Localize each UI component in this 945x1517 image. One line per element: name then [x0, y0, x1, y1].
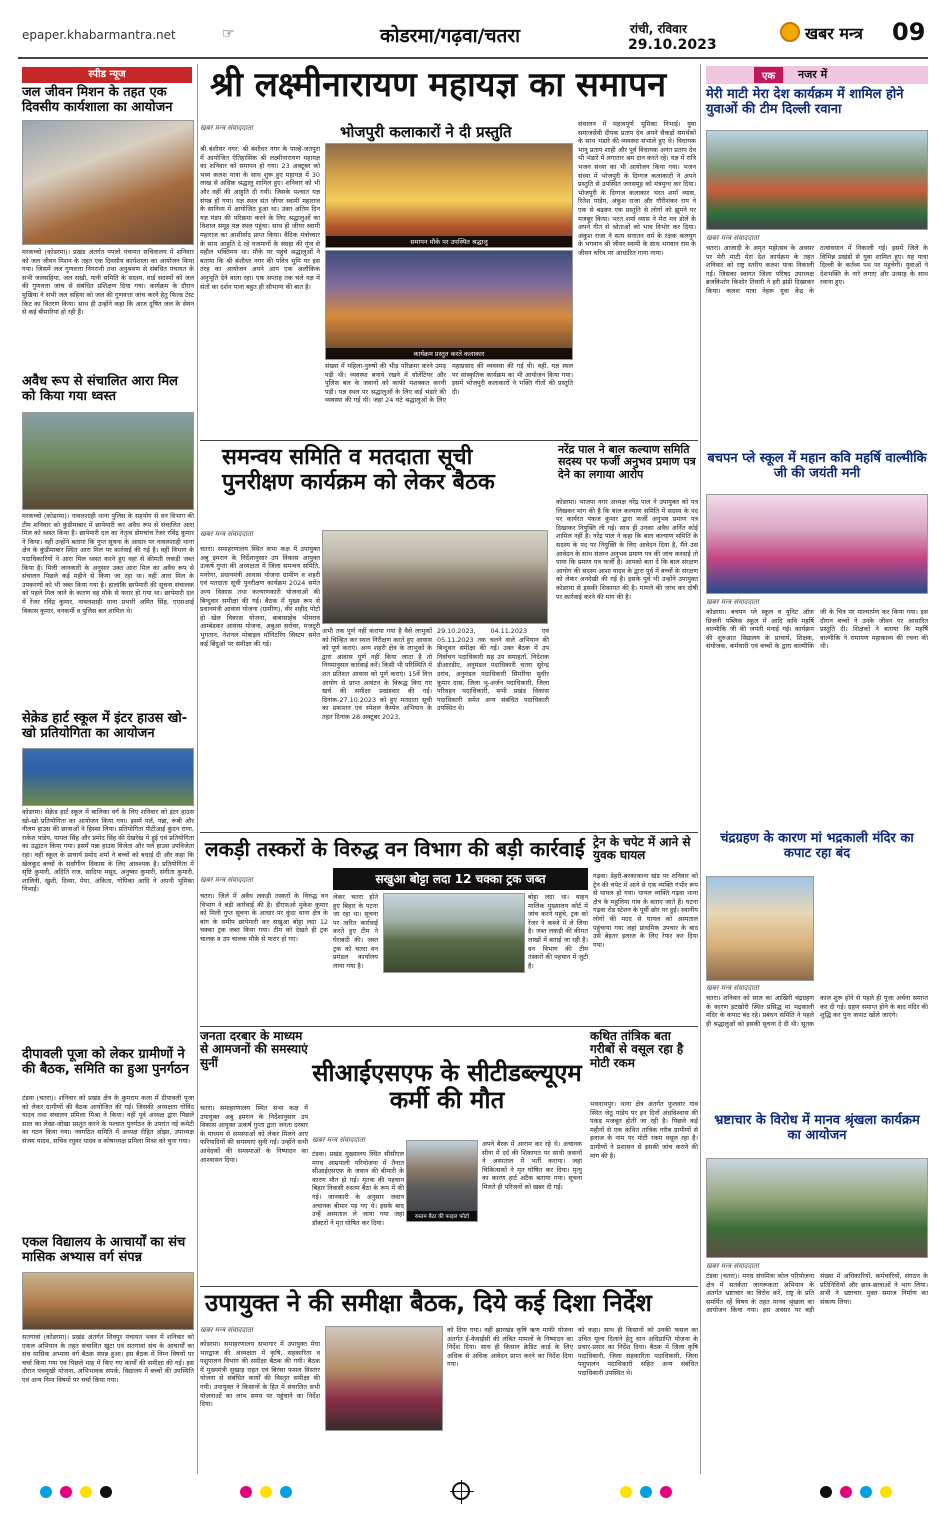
- column-divider: [700, 64, 701, 1474]
- brief-byline: खबर मन्त्र संवाददाता: [706, 598, 759, 606]
- rail-headline[interactable]: ट्रेन के चपेट में आने से युवक घायल: [593, 835, 691, 863]
- cisf-body: टंडवा। प्रखंड मुख्यालय स्थित सीसीएल मगध आम्रपाली परियोजना में तैनात सीआईएसएफ के जवान की बीमारी के कारण मौत हो गई। मृतक की पहचान बिहार निवासी रुस्तम बैठा के रूप में की गई। जानकारी के अनुसार जवान अचानक बीमार पड़ गए थे। इसके बाद उन्हें अस्पताल ले जाया गया जहां डॉक्टरों ने मृत घोषित कर दिया।: [312, 1150, 404, 1227]
- registration-dot: [80, 1486, 92, 1498]
- city-day: रांची, रविवार: [630, 22, 687, 36]
- brief-photo: [706, 494, 928, 594]
- registration-dot: [280, 1486, 292, 1498]
- ek-nazar-tag: [706, 66, 928, 84]
- section-title: कोडरमा/गढ़वा/चतरा: [380, 25, 521, 47]
- registration-dot: [820, 1486, 832, 1498]
- section-divider: [200, 1026, 698, 1027]
- column-divider: [197, 64, 198, 1474]
- story-body: मरकच्चो (कोडरमा)। प्रखंड अंतर्गत पपलो पंचायत सचिवालय में शनिवार को जल जीवन मिशन के तहत एक दिवसीय कार्यशाला का आयोजन किया गया। जिसमें जल गुणवत्ता निगरानी तथा अनुश्रवण से संबंधित पंचायत के सभी जलसहिया, जल सखी, पानी समिति के सदस्य, वार्ड सदस्यों को जल की गुणवत्ता जांच से संबंधित प्रशिक्षण दिया गया। कार्यक्रम के दौरान मुखिया ने सभी जल सहिया को जल की गुणवत्ता जांच करने हेतु फिल्ड टेस्ट किट का वितरण किया। साथ ही उन्होंने कहा कि आज दूषित जल के सेवन से कई बीमारियां हो रही हैं।: [22, 248, 194, 317]
- brand-name: खबर मन्त्र: [805, 24, 863, 43]
- brief-body: चतरा। आजादी के अमृत महोत्सव के अवसर पर मेरी माटी मेरा देश कार्यक्रम के तहत शनिवार को राष्ट्र स्तरीय कलश यात्रा निकाली गई। जिसका स्वागत जिला परिषद उपाध्यक्ष ब्रजकिशोर किशोर तिवारी ने हरी झंडी दिखाकर किया। कलश यात्रा नेहरू युवा केंद्र के तत्वावधान में निकाली गई। इसमें जिले के विभिन्न प्रखंडों से युवा शामिल हुए। यह यात्रा दिल्ली के कर्तव्य पथ पर पहुंचेगी। युवाओं ने देशभक्ति के नारे लगाए और उत्साह के साथ रवाना हुए।: [706, 244, 928, 295]
- page-number: 09: [892, 18, 926, 46]
- story-body: टंडवा (चतरा)। शनिवार को प्रखंड क्षेत्र के कुमराम कला में दीपावली पूजा को लेकर ग्रामीणों की बैठक आयोजित की गई। जिसकी अध्यक्षता गोविंद यादव तथा संचालन प्रमिला मिश्रा ने किया। वहीं पूर्व अध्यक्ष द्वारा पिछले साल का लेखा-जोखा प्रस्तुत करने के पश्चात पुनर्गठन के उपरांत नई कमेटी का गठन किया गया। नवगठित समिति में अध्यक्ष रोहित ओझा, उपाध्यक्ष संजय यादव, सचिव रघुवर यादव व कोषाध्यक्ष प्रमिला मिश्रा को चुना गया।: [22, 1094, 194, 1145]
- story-headline[interactable]: सेक्रेड हार्ट स्कूल में इंटर हाउस खो-खो प्रतियोगिता का आयोजन: [22, 711, 188, 741]
- meeting-headline[interactable]: समन्वय समिति व मतदाता सूची पुनरीक्षण कार्यक्रम को लेकर बैठक: [222, 445, 495, 495]
- story-body: सतगावां (कोडरमा)। प्रखंड अंतर्गत शिवपुर पंचायत भवन में शनिवार को एकल अभियान के तहत संचालित खुटा एवं सतगावां संच के आचार्यों का संच मासिक अभ्यास वर्ग बैठक संपन्न हुआ। इस बैठक में निम्न विषयों पर चर्चा किया गया एवं पिछले माह में किए गए कार्यों की समीक्षा की गई। इस दौरान पंचमुखी योजना, अभिभावक संपर्क, विद्यालय में बच्चों की उपस्थिति एवं अन्य निम्न विषयों पर चर्चा किया गया।: [22, 1333, 194, 1384]
- lead-body: श्री बंशीधर नगर: श्री बंशीधर नगर के पाल्हे-जतपुरा में आयोजित ऐतिहासिक श्री लक्ष्मीनारायण महायज्ञ का शनिवार को समापन हो गया। 23 अक्टूबर को भव्य कलश यात्रा के साथ शुरू हुए महायज्ञ में 30 लाख से अधिक श्रद्धालु शामिल हुए। शनिवार को भी और वहीं की आहुति दी गयी। जिसके पश्चात यज्ञ संपन्न हो गया। यज्ञ स्थल संत जीयर स्वामी महाराज के सानिध्य में आयोजित हुआ था। उक्त अंतिम दिन यज्ञ मंडप की परिक्रमा करने के लिए श्रद्धालुओं का विशाल समूह यज्ञ स्थल पहुंचा। साथ ही जीयर स्वामी महाराज का आशीर्वाद प्राप्त किया। वैदिक मंत्रोच्चार के साथ आहुति दे रहे यजमानों के स्वाहा की गूंज से महौल भक्तिमय था। मौके पर पहुंचे श्रद्धालुओं ने बताया कि श्री बंशीधर नगर की पवित्र भूमि पर इस तरह का आयोजन अपने आप एक अलौकिक अनुभूति देने वाला रहा। एक सप्ताह तक चले यज्ञ में संतों का दर्शन पाना बहुत ही सौभाग्य की बात है।: [200, 145, 320, 291]
- cisf-byline: खबर मन्त्र संवाददाता: [312, 1136, 365, 1144]
- brief-body: कोडरमा। बचपन प्ले स्कूल व यूनिट ऑफ प्रिजनी पब्लिक स्कूल में आदि कवि महर्षि वाल्मीकि जी की जयंती मनाई गई। कार्यक्रम की शुरुआत विद्यालय के प्राचार्य, शिक्षक, संयोजक, कर्मचारी एवं बच्चों के द्वारा वाल्मीकि जी के चित्र पर माल्यार्पण कर किया गया। इस दौरान बच्चों ने उनके जीवन पर आधारित प्रस्तुति दी। शिक्षकों ने बताया कि महर्षि वाल्मीकि ने रामायण महाकाव्य की रचना की थी।: [706, 608, 928, 651]
- cwc-headline[interactable]: नरेंद्र पाल ने बाल कल्याण समिति सदस्य पर फर्जी अनुभव प्रमाण पत्र देने का लगाया आरोप: [558, 443, 696, 481]
- ek-label: एक: [754, 67, 783, 83]
- brief-headline[interactable]: चंद्रग्रहण के कारण मां भद्रकाली मंदिर का कपाट रहा बंद: [720, 831, 914, 861]
- rail-body: गढ़वा। डेहरी-बरकाकाना खंड पर शनिवार को ट्रेन की चपेट में आने से एक व्यक्ति गंभीर रूप से घायल हो गया। घायल व्यक्ति गढ़वा थाना क्षेत्र के महुलिया गांव के बताए जाते हैं। घटना गढ़वा रोड स्टेशन के पूर्वी छोर पर हुई। स्थानीय लोगों की मदद से घायल को अस्पताल पहुंचाया गया जहां प्राथमिक उपचार के बाद उसे बेहतर इलाज के लिए रेफर कर दिया गया।: [593, 872, 698, 949]
- story-body: मरकच्चो (कोडरमा)। नावलशाही थाना पुलिस के सहयोग से वन विभाग की टीम शनिवार को कुंडीमाबार में छापेमारी कर अवैध रूप से संचालित आरा मिल को ध्वस्त किया है। छापेमारी दल का नेतृत्व डोमचांच रेंजर रविंद्र कुमार ने किया। वहीं उन्होंने बताया कि गुप्त सूचना के आधार पर नावलशाही थाना क्षेत्र के कुंडीमाबार स्थित आरा मिल पर कार्रवाई की गई है। वहीं विभाग के पदाधिकारियों ने आरा मिल ध्वस्त करने हुए वहां से कीमती लकड़ी जब्त किया है। मिली जानकारी के अनुसार उक्त आरा मिल का अवैध रूप से संचालन पिछले कई महीने से किया जा रहा था। वहीं आरा मिल के उपकरणों को भी जब्त किया गया है। हालांकि छापेमारी की सूचना संचालक को पहले मिल जाने के कारण वह मौके से फरार हो गया था। छापेमारी दल में रेंजर रविंद्र कुमार, नावलशाही थाना प्रभारी अमित सिंह, एएसआई विकास कुमार, वनकर्मी व पुलिस बल शामिल थे।: [22, 512, 194, 615]
- crosshair-icon: [452, 1482, 470, 1500]
- story-headline[interactable]: एकल विद्यालय के आचार्यों का संच मासिक अभ्यास वर्ग संपन्न: [22, 1235, 186, 1265]
- story-photo: [22, 120, 194, 245]
- timber-headline[interactable]: लकड़ी तस्करों के विरुद्ध वन विभाग की बड़ी कार्रवाई: [205, 837, 585, 861]
- issue-date: 29.10.2023: [628, 37, 717, 53]
- lead-body: संचालन में महत्वपूर्ण भूमिका निभाई। युवा समाजसेवी दीपक प्रताप देव अपने सैकड़ों समर्थकों के साथ भंडारे की व्यवस्था संभाले हुए थे। विधायक भानु प्रताप शाही और पूर्व विधायक अनंत प्रताप देव भी भंडारे में लगातार श्रम दान करते रहे। यज्ञ में रात्रि भजन संध्या का भी आयोजन किया गया। भजन संध्या में भोजपुरी के दिग्गज कलाकारों ने अपने प्रस्तुति से उपस्थित जनसमूह को मंत्रमुग्ध कर दिया। भोजपुरी के दिग्गज कलाकार भरत शर्मा व्यास, रितेश पांडेय, अंकुश राजा और गौरीशंकर राय ने एक से बढ़कर एक प्रस्तुति से लोगों को झूमने पर मजबूर किया। भरत शर्मा व्यास ने मेरा मन डोले के अपने गीत से श्रोताओं को भाव विभोर कर दिया। अंकुश राजा ने सत्य सनातन धर्म के रक्षक कलयुग के भगवान श्री जीयर स्वामी के साथ भगवान राम के जीवन चरित्र पर आधारित गाना गाया।: [578, 120, 696, 257]
- brief-photo: [706, 1158, 928, 1258]
- registration-dot: [240, 1486, 252, 1498]
- review-byline: खबर मन्त्र संवाददाता: [200, 1326, 253, 1334]
- review-photo: [325, 1326, 443, 1431]
- cisf-photo: [406, 1140, 478, 1222]
- nazar-label: नजर में: [798, 68, 828, 81]
- lead-photo-1: [325, 143, 573, 248]
- photo-caption: कार्यक्रम प्रस्तुत करते कलाकार: [326, 348, 572, 359]
- review-body: को कहा। साथ ही किसानों को उनकी फसल का उचित मूल्य दिलाने हेतु धान अधिप्राप्ति योजना के प्रचार-प्रसार का निर्देश दिया। बैठक में जिला कृषि पदाधिकारी, जिला सहकारिता पदाधिकारी, जिला पशुपालन पदाधिकारी सहित अन्य संबंधित पदाधिकारी उपस्थित थे।: [578, 1326, 698, 1377]
- meeting-byline: खबर मन्त्र संवाददाता: [200, 530, 253, 538]
- registration-dot: [860, 1486, 872, 1498]
- pointer-icon: ☞: [222, 26, 235, 42]
- meeting-body: अभी तक पूर्ण नहीं कराया गया है वैसे लाभुकों को चिन्हित कर स्थल निरीक्षण करते हुए आवास को पूर्ण कराएं। अन्य शहरी क्षेत्र के लाभुकों के द्वारा आवास पूर्ण नहीं किया जाता है तो नियमानुसार कार्रवाई करें। किसी भी परिस्थिति में शत प्रतिशत आवास को पूर्ण कराएं। 15वें वित्त आयोग से प्राप्त आवंटन के विरूद्ध किए गए खर्च की समीक्षा प्रखंडवार की गई। दिनांक-27.10.2023 को हुए मतदाता सूची का प्रकाशन एवं स्पेशल कैम्पेन अभियान के तहत दिनांक 28 अक्टूबर 2023,: [322, 627, 432, 721]
- lead-photo-2: [325, 250, 573, 360]
- registration-dot: [60, 1486, 72, 1498]
- story-headline[interactable]: अवैध रूप से संचालित आरा मिल को किया गया ध्वस्त: [22, 374, 178, 404]
- brief-byline: खबर मन्त्र संवाददाता: [706, 984, 759, 992]
- brand-logo-icon: [780, 22, 800, 42]
- registration-dot: [40, 1486, 52, 1498]
- timber-body: चतरा। जिले में अवैध लकड़ी तस्करों के विरुद्ध वन विभाग ने बड़ी कार्रवाई की है। डीएफओ मुकेश कुमार को मिली गुप्त सूचना के आधार पर कुंदा थाना क्षेत्र के बांग के समीप छापेमारी कर सखुआ बोट्टा लदा 12 चक्का ट्रक जब्त किया गया। टीम को देखते ही ट्रक चालक व उप चालक मौके से फरार हो गए।: [200, 892, 328, 943]
- brief-body: चतरा। शनिवार को साल का आखिरी चंद्रग्रहण के कारण इटखोरी स्थित प्रसिद्ध मां भद्रकाली मंदिर के कपाट बंद रहे। प्रबंधन समिति ने पहले ही श्रद्धालुओं को इसकी सूचना दे दी थी। सूतक काल शुरू होने से पहले ही पूजा अर्चना समाप्त कर दी गई। ग्रहण समाप्त होने के बाद मंदिर की शुद्धि कर पुनः कपाट खोले जाएंगे।: [706, 994, 928, 1028]
- lead-headline[interactable]: श्री लक्ष्मीनारायण महायज्ञ का समापन: [210, 65, 667, 105]
- brief-headline[interactable]: भ्रष्टाचार के विरोध में मानव श्रृंखला कार्यक्रम का आयोजन: [714, 1113, 920, 1143]
- registration-dot: [840, 1486, 852, 1498]
- registration-dot: [100, 1486, 112, 1498]
- meeting-body: चतरा। समाहरणालय स्थित सभा कक्ष में उपायुक्त अबु इमरान के निर्देशानुसार उप विकास आयुक्त उत्कर्ष गुप्ता की अध्यक्षता में जिला समन्वय समिति, मनरेगा, प्रधानमंत्री आवास योजना ग्रामीण व शहरी एवं मतदाता सूची पुनरीक्षण कार्यक्रम 2024 समेत अन्य विकास तथा कल्याणकारी योजनाओं की बिन्दुवार समीक्षा की गई। बैठक में मुख्य रूप से प्रधानमंत्री आवास योजना (ग्रामीण), वीर शहीद पोटो हो खेल विकास योजना, बाबासाहेब भीमराव आम्बेडकर आवास योजना, अबुआ सरोवर, मजदूरी भुगतान, नेशनल मोबाइल मॉनिटरिंग सिस्टम समेत कई बिंदुओं पर समीक्षा की गई।: [200, 545, 320, 648]
- section-divider: [200, 440, 698, 441]
- story-headline[interactable]: दीपावली पूजा को लेकर ग्रामीणों ने की बैठक, समिति का हुआ पुनर्गठन: [22, 1047, 189, 1077]
- timber-byline: खबर मन्त्र संवाददाता: [200, 876, 253, 884]
- darbar-body: चतरा। समाहरणालय स्थित सभा कक्ष में उपायुक्त अबु इमरान के निर्देशानुसार उप विकास आयुक्त उत्कर्ष गुप्ता द्वारा जनता दरबार के माध्यम से समस्याओं को लेकर मिलने आए फरियादियों की समस्याएं सुनी गईं। उन्होंने सभी आवेदकों की समस्याओं के निष्पादन का आश्वासन दिया।: [200, 1104, 308, 1164]
- brief-photo: [706, 876, 814, 981]
- story-headline[interactable]: जल जीवन मिशन के तहत एक दिवसीय कार्यशाला का आयोजन: [22, 85, 173, 115]
- lead-body: संख्या में महिला-पुरुषों की भीड़ परिक्रमा करने उमड़ पड़ी थी। व्यवस्था बनाये रखने में वॉलेंटियर और पुलिस बल के जवानों को काफी मशक्कत करनी पड़ी। यज्ञ स्थल पर श्रद्धालुओं के लिए कई भंडारे की व्यवस्था की गई थी। जहां 24 घंटे श्रद्धालुओं के लिए महाप्रसाद की व्यवस्था की गई थी। वहीं, यज्ञ स्थल पर सांस्कृतिक कार्यक्रम का भी आयोजन किया गया। इसमें भोजपुरी कलाकारों ने भक्ति गीतों की प्रस्तुति दी।: [325, 362, 573, 405]
- section-divider: [200, 832, 698, 833]
- review-body: कोडरमा। समाहरणालय सभागार में उपायुक्त मेघा भारद्वाज की अध्यक्षता में कृषि, सहकारिता व पशुपालन विभाग की समीक्षा बैठक की गयी। बैठक में मुख्यमंत्री सुखाड़ राहत एवं बिरसा फसल विस्तार योजना से संबंधित कार्यों की विस्तृत समीक्षा की गयी। उपायुक्त ने किसानों के हित में संचालित सभी योजनाओं का लाभ समय पर पहुंचाने का निर्देश दिया।: [200, 1340, 320, 1409]
- lead-byline: खबर मन्त्र संवाददाता: [200, 124, 253, 132]
- darbar-headline[interactable]: जनता दरबार के माध्यम से आमजनों की समस्याएं सुनीं: [200, 1029, 308, 1070]
- photo-caption: समापन मौके पर उपस्थित श्रद्धालु: [326, 236, 572, 247]
- story-body: कोडरमा। सेक्रेड हार्ट स्कूल में बालिका वर्ग के लिए शनिवार को इंटर हाउस खो-खो प्रतियोगिता का आयोजन किया गया। इसमें पर्ल, पन्ना, रूबी और नीलम हाउस की छात्राओं ने हिस्सा लिया। प्रतियोगिता पीटीआई कुंदन राणा, राकेश पांडेय, पायल सिंह और प्रमोद सिंह की देखरेख में हुई एवं प्रतियोगिता का उद्घाटन किया गया। इसमें पन्ना हाउस विजेता और पर्ल हाउस उपविजेता रहा। वहीं स्कूल के प्राचार्य प्रमोद शर्मा ने बच्चों को बधाई दी और कहा कि खेलकूद बच्चों के सर्वांगीण विकास के लिए आवश्यक है। प्रतियोगिता में सृष्टि कुमारी, अदिति राज, सादिया मसूद, अनुष्का कुमारी, संगीता कुमारी, शालिनी, खुशी, दिव्या, मेघा, अंकिता, गोपिका आदि ने अपनी भूमिका निभाई।: [22, 808, 194, 894]
- brief-body: टंडवा (चतरा)। मगध संघमित्रा कोल परियोजना क्षेत्र में सतर्कता जागरूकता अभियान के अंतर्गत भ्रष्टाचार का विरोध करें, राष्ट्र के प्रति समर्पित रहें विषय के तहत मानव श्रृंखला का आयोजन किया गया। इस अवसर पर बड़ी संख्या में अधिकारियों, कर्मचारियों, संगठन के प्रतिनिधियों और छात्र-छात्राओं ने भाग लिया। सभी ने भ्रष्टाचार मुक्त समाज निर्माण का संकल्प लिया।: [706, 1272, 928, 1315]
- brief-byline: खबर मन्त्र संवाददाता: [706, 234, 759, 242]
- brief-photo: [706, 130, 928, 230]
- brief-headline[interactable]: बचपन प्ले स्कूल में महान कवि महर्षि वाल्मीकि जी की जयंती मनी: [707, 451, 927, 481]
- story-photo: [22, 1272, 194, 1330]
- cisf-body: अपने बैरक में आराम कर रहे थे। अचानक सीना में दर्द की शिकायत पर साथी जवानों ने अस्पताल में भर्ती कराया। जहां चिकित्सकों ने मृत घोषित कर दिया। मृत्यु का कारण हार्ट अटैक बताया गया। सूचना मिलते ही परिजनों को खबर दी गई।: [482, 1140, 582, 1191]
- speed-news-tag: स्पीड न्यूज: [22, 67, 192, 83]
- site-url[interactable]: epaper.khabarmantra.net: [22, 28, 176, 42]
- review-body: को दिया गया। वहीं झारखंड कृषि ऋण माफी योजना अंतर्गत ई-केवाईसी की लंबित मामलों के निष्पादन का निर्देश दिया। साथ ही किसान क्रेडिट कार्ड के लिए अधिक से अधिक आवेदन प्राप्त करने का निर्देश दिया गया।: [447, 1326, 573, 1369]
- meeting-photo: [322, 530, 548, 624]
- story-photo: [22, 748, 194, 806]
- lead-subhead: भोजपुरी कलाकारों ने दी प्रस्तुति: [340, 123, 512, 141]
- masthead-rule: [18, 57, 928, 59]
- registration-dot: [880, 1486, 892, 1498]
- tantrik-body: भवनाथपुर। थाना क्षेत्र अंतर्गत फुलवार गांव स्थित जेठू पांडेय पर इन दिनों अंधविश्वास की पकड़ मजबूत होती जा रही है। पिछले कई महीनों से एक कथित तांत्रिक गरीब ग्रामीणों से इलाज के नाम पर मोटी रकम वसूल रहा है। ग्रामीणों ने प्रशासन से इसकी जांच कराने की मांग की है।: [590, 1100, 698, 1160]
- timber-photo: [383, 893, 525, 973]
- cisf-headline[interactable]: सीआईएसएफ के सीटीडब्ल्यूएम कर्मी की मौत: [312, 1059, 582, 1114]
- tantrik-headline[interactable]: कथित तांत्रिक बता गरीबों से वसूल रहा है मोटी रकम: [590, 1029, 684, 1070]
- registration-dot: [620, 1486, 632, 1498]
- photo-caption: रुस्तम बैठा की फाइल फोटो: [407, 1211, 477, 1221]
- registration-dot: [260, 1486, 272, 1498]
- registration-strip: [0, 1478, 945, 1514]
- timber-banner: सखुआ बोट्टा लदा 12 चक्का ट्रक जब्त: [333, 868, 588, 890]
- brief-headline[interactable]: मेरी माटी मेरा देश कार्यक्रम में शामिल होने युवाओं की टीम दिल्ली रवाना: [706, 87, 904, 117]
- registration-dot: [660, 1486, 672, 1498]
- review-headline[interactable]: उपायुक्त ने की समीक्षा बैठक, दिये कई दिशा निर्देश: [205, 1289, 652, 1317]
- timber-body: लेकर चतरा होते हुए बिहार के पटना जा रहा था। सूचना पर त्वरित कार्रवाई करते हुए टीम ने घेराबंदी की। जब्त ट्रक को चतरा वन प्रमंडल कार्यालय लाया गया है।: [333, 893, 378, 970]
- cwc-body: कोडरमा। भाजपा नगर अध्यक्ष नरेंद्र पाल ने उपायुक्त को पत्र लिखकर मांग की है कि बाल कल्याण समिति में सदस्य के पद पर कार्यरत पंकज कुमार द्वारा फर्जी अनुभव प्रमाण पत्र दिखाकर नियुक्ति ली गई। साथ ही उनका अवैध अर्नित कोई शामिल नहीं है। नरेंद्र पाल ने कहा कि बाल कल्याण समिति के सदस्य के पद पर नियुक्ति के लिए आवेदन दिया है, मैंने उस आवेदन के साथ संलग्न अनुभव प्रमाण पत्र की जांच करवाई तो पाया कि प्रमाण पत्र फर्जी है। आपको बता दें कि बाल संरक्षण आयोग की सदस्य आशा यादव के द्वारा पूर्व में बच्चों के संरक्षण को लेकर अनदेखी की गई है। इसके पूर्व भी उन्होंने उपायुक्त कोडरमा से इसकी शिकायत की है। मामले की जांच कर दोषी पर कार्रवाई करने की मांग की है।: [556, 498, 698, 601]
- meeting-body: 29.10.2023, 04.11.2023 एवं 05.11.2023 तक चलने वाले अभियान की बिन्दुवार समीक्षा की गई। उक्त बैठक में उप निर्वाचन पदाधिकारी सह उप समाहर्ता, निदेशक डीआरडीए, अनुमंडल पदाधिकारी चतरा सुरेन्द्र उरांव, अनुमंडल पदाधिकारी सिमरिया सुधीर कुमार दास, जिला भू-अर्जन पदाधिकारी, जिला परिवहन पदाधिकारी, सभी प्रखंड विकास पदाधिकारी समेत अन्य संबंधित पदाधिकारी उपस्थित थे।: [437, 627, 549, 713]
- brief-byline: खबर मन्त्र संवाददाता: [706, 1262, 759, 1270]
- registration-dot: [640, 1486, 652, 1498]
- masthead: [0, 0, 945, 62]
- section-divider: [200, 1286, 698, 1287]
- timber-body: बोट्टा लदा था। वाहन मालिक मुख्यालय कोर्ट में जांच करने पहुंचे, ट्रक को रेंजर ने कब्जे में ले लिया है। जब्त लकड़ी की कीमत लाखों में बताई जा रही है। वन विभाग की टीम तस्करों की पहचान में जुटी है।: [528, 893, 588, 970]
- story-photo: [22, 412, 194, 510]
